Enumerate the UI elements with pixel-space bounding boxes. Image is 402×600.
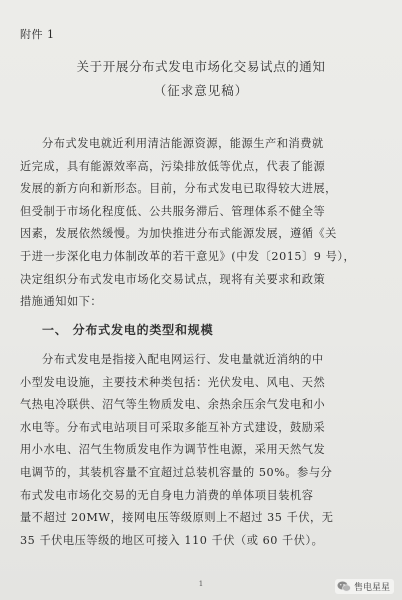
paragraph-line: 用小水电、沼气生物质发电作为调节性电源，采用天然气发 [20, 443, 326, 457]
paragraph-line: 布式发电市场化交易的无自身电力消费的单体项目装机容 [20, 488, 314, 502]
intro-paragraph [20, 133, 384, 314]
paragraph-line: 近完成，具有能源效率高，污染排放低等优点，代表了能源 [20, 159, 326, 173]
paragraph-line: 电调节的，其装机容量不宜超过总装机容量的 50%。参与分 [20, 465, 333, 479]
paragraph-line: 小型发电设施，主要技术种类包括：光伏发电、风电、天然 [20, 375, 326, 389]
paragraph-line: 决定组织分布式发电市场化交易试点，现将有关要求和政策 [20, 272, 326, 286]
paragraph-line: 措施通知如下： [20, 295, 103, 309]
paragraph-line: 但受制于市场化程度低、公共服务滞后、管理体系不健全等 [20, 204, 326, 218]
paragraph-line: 于进一步深化电力体制改革的若干意见》(中发〔2015〕9 号）， [20, 249, 356, 263]
section-paragraph [20, 349, 386, 552]
wechat-icon [337, 581, 351, 592]
watermark-text: 售电星星 [353, 583, 390, 593]
annex-label: 附件 1 [20, 28, 55, 41]
paragraph-line: 气热电冷联供、沼气等生物质发电、余热余压余气发电和小 [20, 398, 326, 412]
paragraph-line: 分布式发电是指接入配电网运行、发电量就近消纳的中 [42, 353, 324, 366]
paragraph-line: 35 千伏电压等级的地区可接入 110 千伏（或 60 千伏）。 [20, 533, 324, 547]
paragraph-line: 量不超过 20MW，接网电压等级原则上不超过 35 千伏，无 [20, 511, 334, 525]
section-heading: 一、 分布式发电的类型和规模 [42, 323, 214, 337]
paragraph-line: 分布式发电就近利用清洁能源资源，能源生产和消费就 [42, 137, 324, 150]
document-subtitle: （征求意见稿） [153, 83, 249, 98]
page-number: 1 [198, 580, 204, 588]
watermark [335, 579, 394, 594]
paragraph-line: 因素，发展依然缓慢。为加快推进分布式能源发展，遵循《关 [20, 227, 337, 241]
paragraph-line: 水电等。分布式电站项目可采取多能互补方式建设，鼓励采 [20, 420, 326, 434]
paragraph-line: 发展的新方向和新形态。目前，分布式发电已取得较大进展， [20, 182, 337, 196]
document-title: 关于开展分布式发电市场化交易试点的通知 [76, 59, 326, 74]
